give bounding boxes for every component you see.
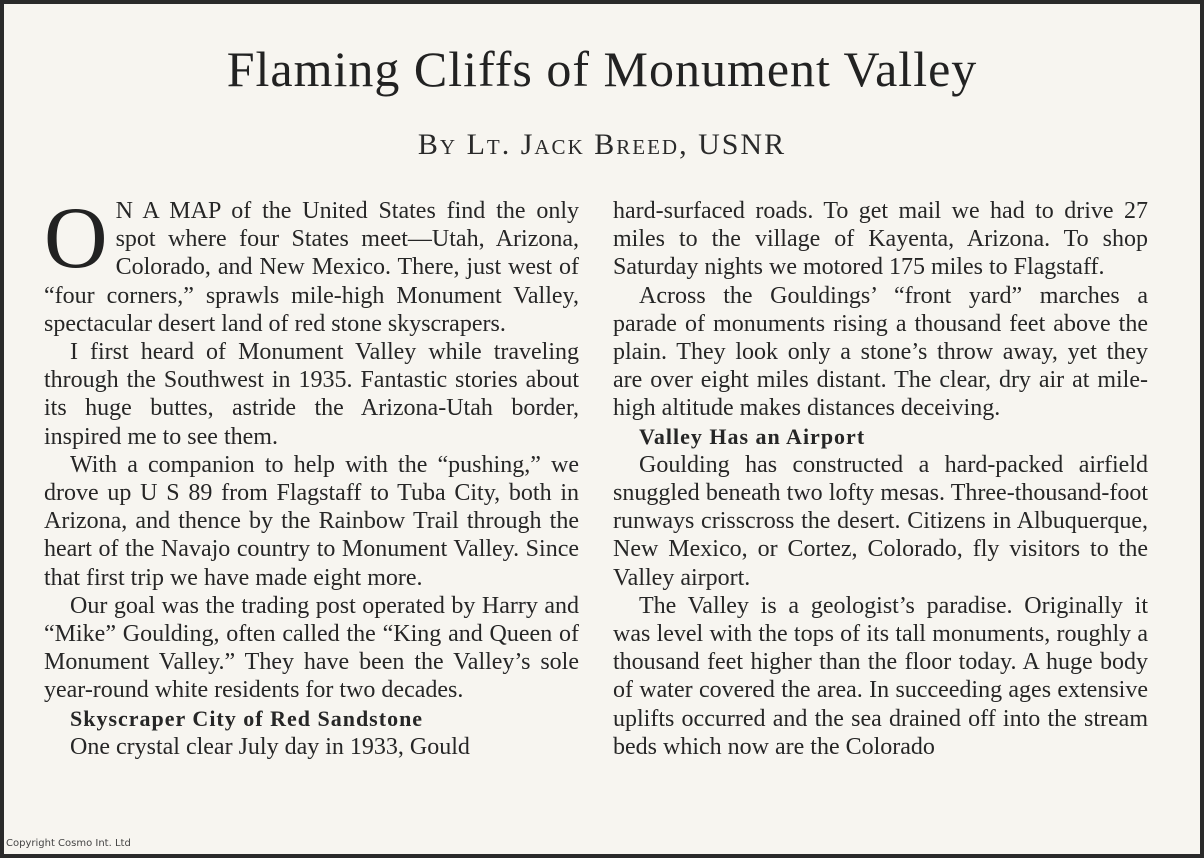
document-page [4, 4, 1200, 854]
paragraph: One crystal clear July day in 1933, Gould [70, 733, 470, 760]
paragraph-text: N A MAP of the United States find the only spot where four States meet—Utah, Arizona, Colorado, and New Mexico. There, just west of “four corners,” sprawls mile-high Monument Valley, spectacular desert land of red stone skyscrapers. [44, 198, 579, 337]
paragraph: I first heard of Monument Valley while traveling through the Southwest in 1935. Fantastic stories about its huge buttes, astride the Arizona-Utah border, inspired me to see them. [44, 339, 579, 450]
copyright-watermark: Copyright Cosmo Int. Ltd [6, 838, 131, 849]
paragraph: hard-surfaced roads. To get mail we had to drive 27 miles to the village of Kayenta, Arizona. To shop Saturday nights we motored 175 miles to Flagstaff. [613, 198, 1148, 281]
section-subheading: Valley Has an Airport [639, 423, 866, 449]
section-subheading: Skyscraper City of Red Sandstone [70, 705, 424, 731]
paragraph: Across the Gouldings’ “front yard” marches a parade of monuments rising a thousand feet above the plain. They look only a stone’s throw away, yet they are over eight miles distant. The clear, dry air at mile-high altitude makes distances deceiving. [613, 282, 1148, 422]
paragraph [44, 190, 579, 338]
article-byline: By Lt. Jack Breed, USNR [417, 128, 787, 161]
paragraph: With a companion to help with the “pushing,” we drove up U S 89 from Flagstaff to Tuba City, both in Arizona, and thence by the Rainbow Trail through the heart of the Navajo country to Monument Valley. Since that first trip we have made eight more. [44, 451, 579, 591]
right-column [613, 197, 1148, 761]
paragraph: The Valley is a geologist’s paradise. Originally it was level with the tops of its tall monuments, roughly a thousand feet higher than the floor today. A huge body of water covered the area. In succeeding ages extensive uplifts occurred and the sea drained off into the stream beds which now are the Colorado [613, 592, 1148, 760]
paragraph: Goulding has constructed a hard-packed airfield snuggled beneath two lofty mesas. Three-thousand-foot runways crisscross the desert. Citizens in Albuquerque, New Mexico, or Cortez, Colorado, fly visitors to the Valley airport. [613, 451, 1148, 591]
left-column [44, 190, 579, 761]
paragraph: Our goal was the trading post operated by Harry and “Mike” Goulding, often called the “King and Queen of Monument Valley.” They have been the Valley’s sole year-round white residents for two decades. [44, 592, 579, 704]
article-title: Flaming Cliffs of Monument Valley [226, 41, 978, 97]
drop-cap: O [44, 190, 108, 287]
